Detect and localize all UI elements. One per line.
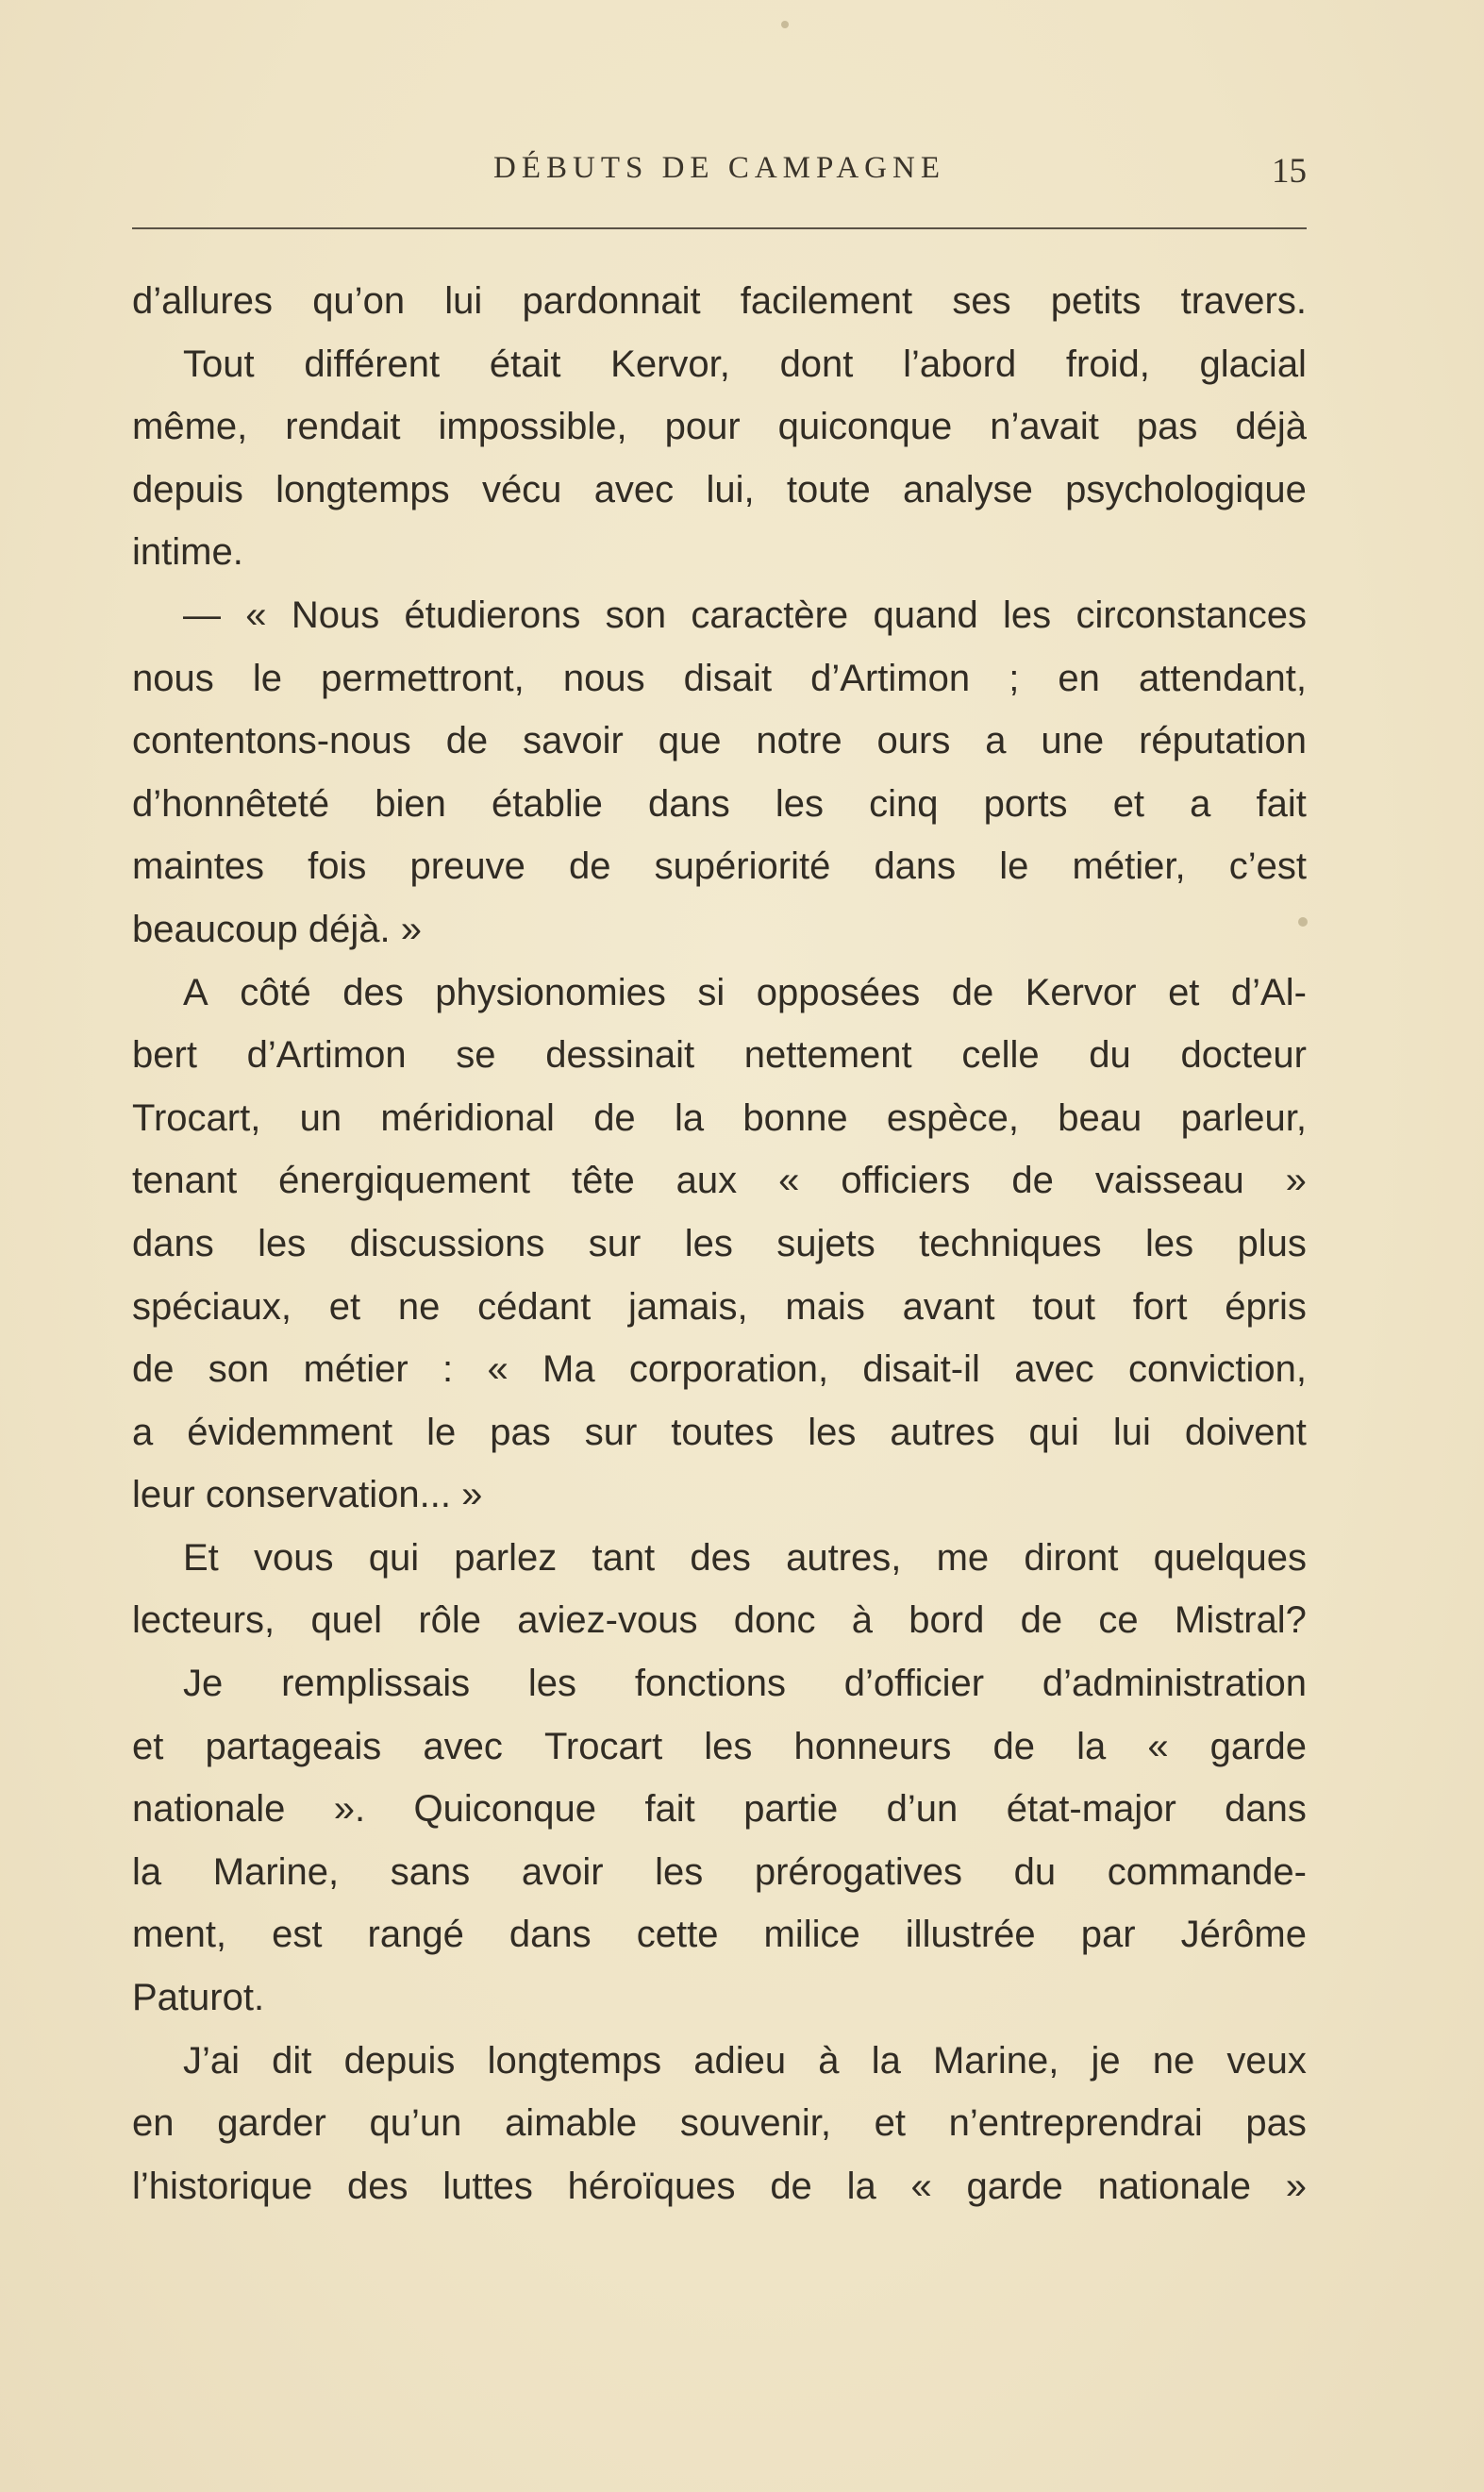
text-line: nous le permettront, nous disait d’Artimon ; en attendant, (132, 657, 1307, 699)
text-line: d’allures qu’on lui pardonnait facilement ses petits travers. (132, 280, 1307, 322)
text-line: Paturot. (132, 1977, 265, 2019)
text-line: Je remplissais les fonctions d’officier d’administration (183, 1663, 1307, 1705)
text-line: en garder qu’un aimable souvenir, et n’entreprendrai pas (132, 2102, 1307, 2145)
text-line: et partageais avec Trocart les honneurs de la « garde (132, 1725, 1307, 1767)
text-line: leur conservation... » (132, 1474, 483, 1516)
text-line: — « Nous étudierons son caractère quand les circonstances (183, 594, 1307, 636)
text-line: nationale ». Quiconque fait partie d’un état-major dans (132, 1788, 1307, 1831)
text-line: d’honnêteté bien établie dans les cinq ports et a fait (132, 782, 1307, 825)
text-line: spéciaux, et ne cédant jamais, mais avant tout fort épris (132, 1285, 1307, 1328)
text-line: A côté des physionomies si opposées de Kervor et d’Al- (183, 971, 1307, 1013)
text-line: lecteurs, quel rôle aviez-vous donc à bord de ce Mistral? (132, 1599, 1307, 1642)
text-line: a évidemment le pas sur toutes les autres qui lui doivent (132, 1411, 1307, 1453)
running-head: DÉBUTS DE CAMPAGNE (493, 151, 945, 185)
paper-speck (781, 21, 789, 28)
text-line: Trocart, un méridional de la bonne espèce, beau parleur, (132, 1096, 1307, 1139)
text-line: depuis longtemps vécu avec lui, toute analyse psychologique (132, 468, 1307, 510)
text-line: même, rendait impossible, pour quiconque n’avait pas déjà (132, 406, 1307, 448)
page-number: 15 (1272, 152, 1307, 191)
text-line: de son métier : « Ma corporation, disait-il avec conviction, (132, 1348, 1307, 1391)
text-line: J’ai dit depuis longtemps adieu à la Marine, je ne veux (183, 2039, 1307, 2082)
text-line: ment, est rangé dans cette milice illustrée par Jérôme (132, 1914, 1307, 1956)
text-line: maintes fois preuve de supériorité dans le métier, c’est (132, 845, 1307, 888)
text-line: la Marine, sans avoir les prérogatives du commande- (132, 1850, 1307, 1893)
text-line: l’historique des luttes héroïques de la « garde nationale » (132, 2165, 1307, 2207)
text-line: contentons-nous de savoir que notre ours a une réputation (132, 720, 1307, 762)
text-line: intime. (132, 531, 243, 574)
text-line: Et vous qui parlez tant des autres, me diront quelques (183, 1536, 1307, 1579)
text-line: dans les discussions sur les sujets techniques les plus (132, 1222, 1307, 1264)
text-line: beaucoup déjà. » (132, 908, 422, 950)
text-line: bert d’Artimon se dessinait nettement celle du docteur (132, 1034, 1307, 1077)
page-header (132, 151, 1307, 198)
text-line: Tout différent était Kervor, dont l’abord froid, glacial (183, 343, 1307, 385)
header-rule (132, 227, 1307, 229)
text-line: tenant énergiquement tête aux « officiers de vaisseau » (132, 1160, 1307, 1202)
body-text (132, 270, 1307, 2217)
